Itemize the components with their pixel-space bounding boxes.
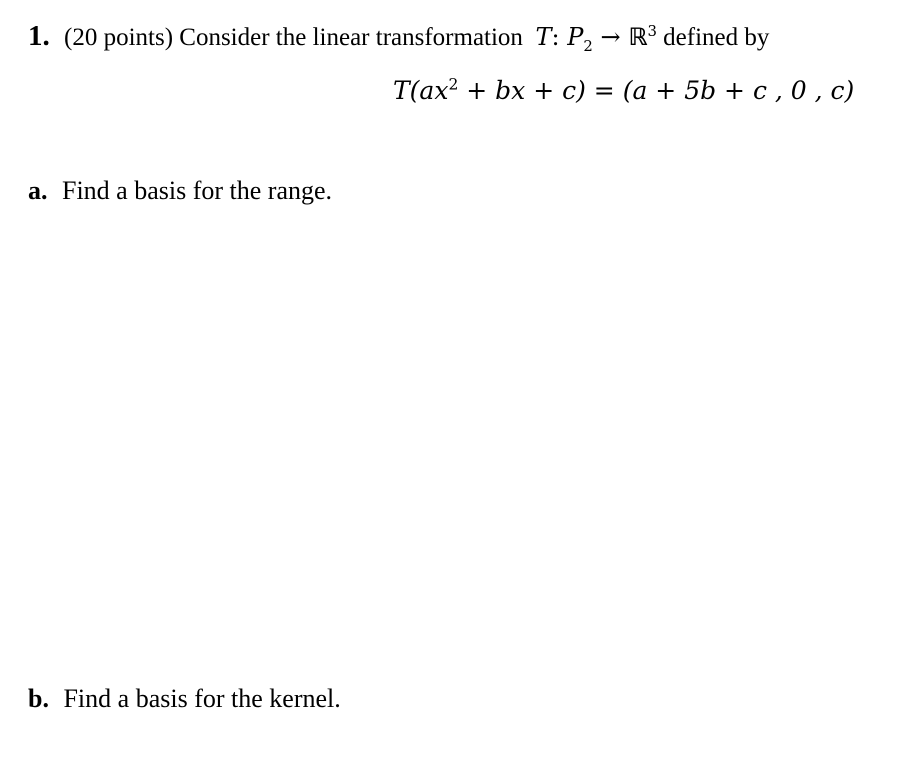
part-b-label: b. <box>28 684 49 713</box>
problem-intro: Consider the linear transformation <box>179 24 523 51</box>
problem-statement <box>28 18 769 56</box>
domain-symbol: P <box>567 23 584 51</box>
part-a <box>28 174 332 208</box>
map-name: T <box>535 23 552 51</box>
arrow-symbol: → <box>600 23 621 51</box>
equation-lhs-open: T(ax <box>393 76 449 105</box>
domain-subscript: 2 <box>583 36 593 55</box>
equation-rest: + bx + c) = (a + 5b + c , 0 , c) <box>458 76 855 105</box>
equation-exponent: 2 <box>448 75 459 94</box>
map-colon: : <box>551 23 560 51</box>
problem-number: 1. <box>28 20 50 52</box>
codomain-symbol: ℝ <box>628 23 648 51</box>
transformation-notation <box>535 22 657 55</box>
codomain-superscript: 3 <box>647 22 657 40</box>
problem-points: (20 points) <box>64 24 174 51</box>
transformation-equation <box>393 74 854 108</box>
problem-tail: defined by <box>663 24 770 51</box>
part-b-text: Find a basis for the kernel. <box>63 684 341 713</box>
part-a-label: a. <box>28 176 48 205</box>
part-b <box>28 682 341 716</box>
part-a-text: Find a basis for the range. <box>62 176 333 205</box>
